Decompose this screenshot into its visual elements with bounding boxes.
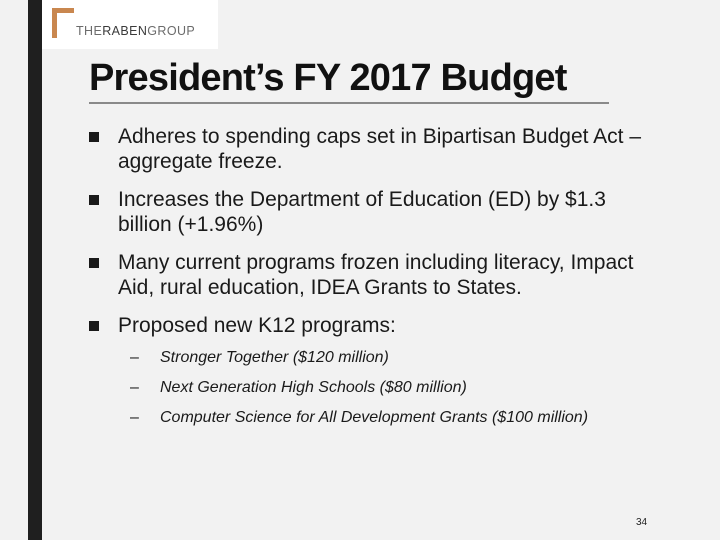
left-accent-bar — [28, 0, 42, 540]
bullet-item — [88, 187, 648, 237]
title-divider — [89, 102, 609, 104]
logo-word-raben: RABEN — [102, 24, 148, 38]
bullet-text: Adheres to spending caps set in Bipartisan Budget Act – aggregate freeze. — [118, 125, 642, 173]
sub-bullet-text: Computer Science for All Development Grants ($100 million) — [160, 409, 589, 426]
sub-bullet-text: Next Generation High Schools ($80 million) — [160, 379, 467, 396]
square-bullet-icon — [89, 321, 99, 331]
bullet-item — [88, 250, 648, 300]
logo-mark-icon — [52, 8, 74, 38]
logo-word-group: GROUP — [147, 24, 196, 38]
logo-wordmark — [76, 24, 195, 38]
logo-word-the: THE — [76, 24, 103, 38]
bullet-item — [88, 313, 648, 428]
dash-bullet-icon: – — [130, 409, 139, 426]
dash-bullet-icon: – — [130, 349, 139, 366]
page-number: 34 — [636, 517, 648, 528]
bullet-text: Many current programs frozen including literacy, Impact Aid, rural education, IDEA Grants to States. — [118, 251, 634, 299]
company-logo — [42, 0, 218, 49]
bullet-text: Proposed new K12 programs: — [118, 314, 396, 337]
sub-bullet-list — [118, 347, 648, 428]
sub-bullet-item — [118, 377, 648, 398]
slide-title: President’s FY 2017 Budget — [89, 57, 567, 99]
bullet-item — [88, 124, 648, 174]
sub-bullet-text: Stronger Together ($120 million) — [160, 349, 389, 366]
sub-bullet-item — [118, 407, 648, 428]
bullet-list — [88, 124, 648, 441]
square-bullet-icon — [89, 132, 99, 142]
square-bullet-icon — [89, 195, 99, 205]
dash-bullet-icon: – — [130, 379, 139, 396]
bullet-text: Increases the Department of Education (ED) by $1.3 billion (+1.96%) — [118, 188, 606, 236]
sub-bullet-item — [118, 347, 648, 368]
square-bullet-icon — [89, 258, 99, 268]
